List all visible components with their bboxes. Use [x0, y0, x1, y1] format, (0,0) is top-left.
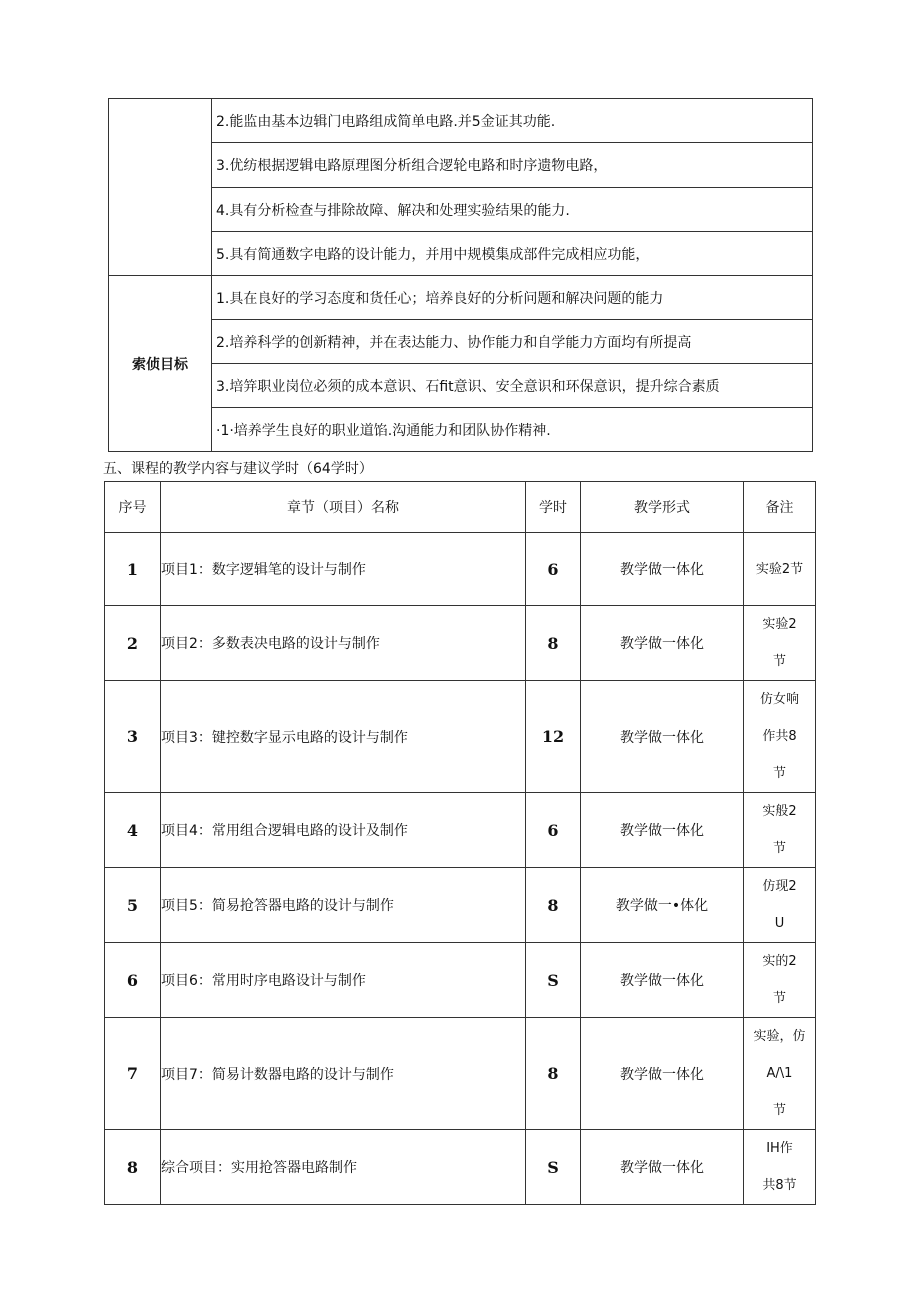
quality-goals-label: 索侦目标 [109, 276, 212, 452]
row-note [744, 681, 816, 793]
row-form: 教学做一体化 [581, 606, 744, 681]
goal-item: 3.优纺根据逻辑电路原理图分析组合逻轮电路和时序遗物电路， [212, 143, 813, 188]
goal-item: 4.具有分析检查与排除故障、解决和处理实验结果的能力. [212, 188, 813, 232]
note-line: 节 [772, 654, 786, 669]
row-name: 项目6：常用时序电路设计与制作 [161, 943, 526, 1018]
note-line: 节 [772, 841, 786, 856]
row-no: 1 [105, 533, 161, 606]
row-name: 项目1：数字逻辑笔的设计与制作 [161, 533, 526, 606]
row-hours: 8 [526, 1018, 581, 1130]
header-form: 教学形式 [581, 482, 744, 533]
goals-label-cell-empty [109, 99, 212, 276]
note-line: 实般2 [762, 804, 797, 819]
row-note [744, 868, 816, 943]
row-name: 项目3：键控数字显示电路的设计与制作 [161, 681, 526, 793]
goal-item: ·1·培养学生良好的职业道馅.沟通能力和团队协作精神. [212, 408, 813, 452]
goal-item: 5.具有简通数字电路的设计能力，并用中规模集成部件完成相应功能， [212, 232, 813, 276]
row-hours: 8 [526, 606, 581, 681]
row-note [744, 1018, 816, 1130]
note-line: 节 [772, 1103, 786, 1118]
row-hours: 12 [526, 681, 581, 793]
row-note [744, 606, 816, 681]
note-line: A/\1 [766, 1066, 793, 1081]
note-line: 仿女响 [759, 692, 799, 707]
table-row [105, 681, 816, 793]
row-name: 项目7：简易计数器电路的设计与制作 [161, 1018, 526, 1130]
note-line: U [774, 916, 785, 931]
row-note [744, 1130, 816, 1205]
table-row [105, 868, 816, 943]
row-name: 项目2：多数表决电路的设计与制作 [161, 606, 526, 681]
note-line: 节 [772, 766, 786, 781]
row-no: 2 [105, 606, 161, 681]
row-hours: 8 [526, 868, 581, 943]
row-form: 教学做一体化 [581, 1130, 744, 1205]
note-line: 实验2 [762, 617, 797, 632]
header-note: 备注 [744, 482, 816, 533]
row-name: 综合项目：实用抢答器电路制作 [161, 1130, 526, 1205]
header-no: 序号 [105, 482, 161, 533]
row-form: 教学做一体化 [581, 1018, 744, 1130]
row-hours: S [526, 1130, 581, 1205]
course-table [104, 481, 816, 1205]
goal-item: 2.能监由基本边辑门电路组成简单电路.并5金证其功能. [212, 99, 813, 143]
row-no: 8 [105, 1130, 161, 1205]
row-name: 项目5：简易抢答器电路的设计与制作 [161, 868, 526, 943]
row-no: 7 [105, 1018, 161, 1130]
row-no: 6 [105, 943, 161, 1018]
table-row [105, 943, 816, 1018]
row-note [744, 943, 816, 1018]
row-no: 3 [105, 681, 161, 793]
row-form: 教学做一体化 [581, 681, 744, 793]
goals-table [108, 98, 813, 452]
goal-item: 2.培养科学的创新精神，并在表达能力、协作能力和自学能力方面均有所提高 [212, 320, 813, 364]
row-hours: S [526, 943, 581, 1018]
table-row [105, 533, 816, 606]
section-title: 五、课程的教学内容与建议学时（64学时） [103, 461, 373, 477]
note-line: IH作 [766, 1141, 793, 1156]
note-line: 实验，仿 [753, 1029, 806, 1044]
note-line: 实的2 [762, 954, 797, 969]
table-row [105, 793, 816, 868]
row-no: 4 [105, 793, 161, 868]
row-form: 教学做一体化 [581, 943, 744, 1018]
row-hours: 6 [526, 793, 581, 868]
row-name: 项目4：常用组合逻辑电路的设计及制作 [161, 793, 526, 868]
row-form: 教学做一体化 [581, 533, 744, 606]
goal-item: 1.具在良好的学习态度和货任心；培养良好的分析问题和解决问题的能力 [212, 276, 813, 320]
row-form: 教学做一体化 [581, 793, 744, 868]
note-line: 作共8 [762, 729, 797, 744]
row-note [744, 533, 816, 606]
note-line: 实验2节 [755, 561, 804, 577]
note-line: 节 [772, 991, 786, 1006]
row-note [744, 793, 816, 868]
table-row [105, 1130, 816, 1205]
header-name: 章节（项目）名称 [161, 482, 526, 533]
note-line: 仿现2 [762, 879, 797, 894]
row-no: 5 [105, 868, 161, 943]
note-line: 共8节 [762, 1178, 797, 1193]
row-hours: 6 [526, 533, 581, 606]
header-hours: 学时 [526, 482, 581, 533]
table-row [105, 1018, 816, 1130]
goal-item: 3.培笄职业岗位必须的成本意识、石fit意识、安全意识和环保意识，提升综合素质 [212, 364, 813, 408]
row-form: 教学做一•体化 [581, 868, 744, 943]
table-row [105, 606, 816, 681]
